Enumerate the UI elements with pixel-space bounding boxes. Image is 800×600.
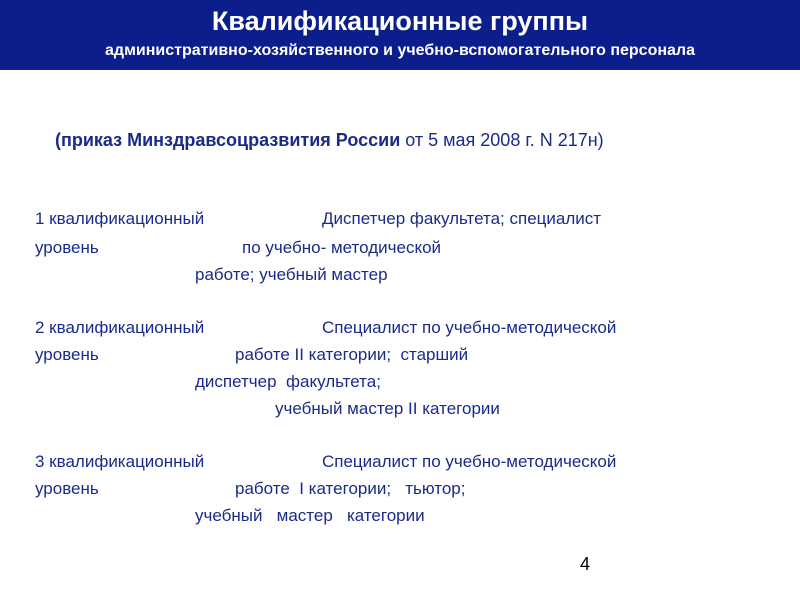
slide-subtitle: административно-хозяйственного и учебно-вспомогательного персонала <box>105 42 695 59</box>
level-3-desc-line3: учебный мастер категории <box>195 506 425 525</box>
level-2-label-line2: уровень <box>35 345 99 364</box>
level-3-label-line1: 3 квалификационный <box>35 452 205 471</box>
slide-header <box>0 0 800 70</box>
order-reference-bold: (приказ Минздравсоцразвития России <box>55 130 401 150</box>
level-2-desc-line1: Специалист по учебно-методической <box>322 318 617 337</box>
level-2-label-line1: 2 квалификационный <box>35 318 205 337</box>
level-1-label-line1: 1 квалификационный <box>35 209 205 228</box>
level-1-desc-line2: по учебно- методической <box>242 238 442 257</box>
level-3-desc-line2: работе I категории; тьютор; <box>235 479 466 498</box>
level-1-desc-line1: Диспетчер факультета; специалист <box>322 209 602 228</box>
level-1-desc-line3: работе; учебный мастер <box>195 265 388 284</box>
level-2-desc-line3: диспетчер факультета; <box>195 372 381 391</box>
order-reference-rest: от 5 мая 2008 г. N 217н) <box>400 130 604 150</box>
order-reference <box>55 128 775 152</box>
level-1-label-line2: уровень <box>35 238 99 257</box>
level-3-label-line2: уровень <box>35 479 99 498</box>
level-2-desc-line2: работе II категории; старший <box>235 345 469 364</box>
level-3-desc-line1: Специалист по учебно-методической <box>322 452 617 471</box>
level-2-desc-line4: учебный мастер II категории <box>275 399 500 418</box>
slide-title: Квалификационные группы <box>211 6 589 36</box>
page-number: 4 <box>580 554 591 574</box>
